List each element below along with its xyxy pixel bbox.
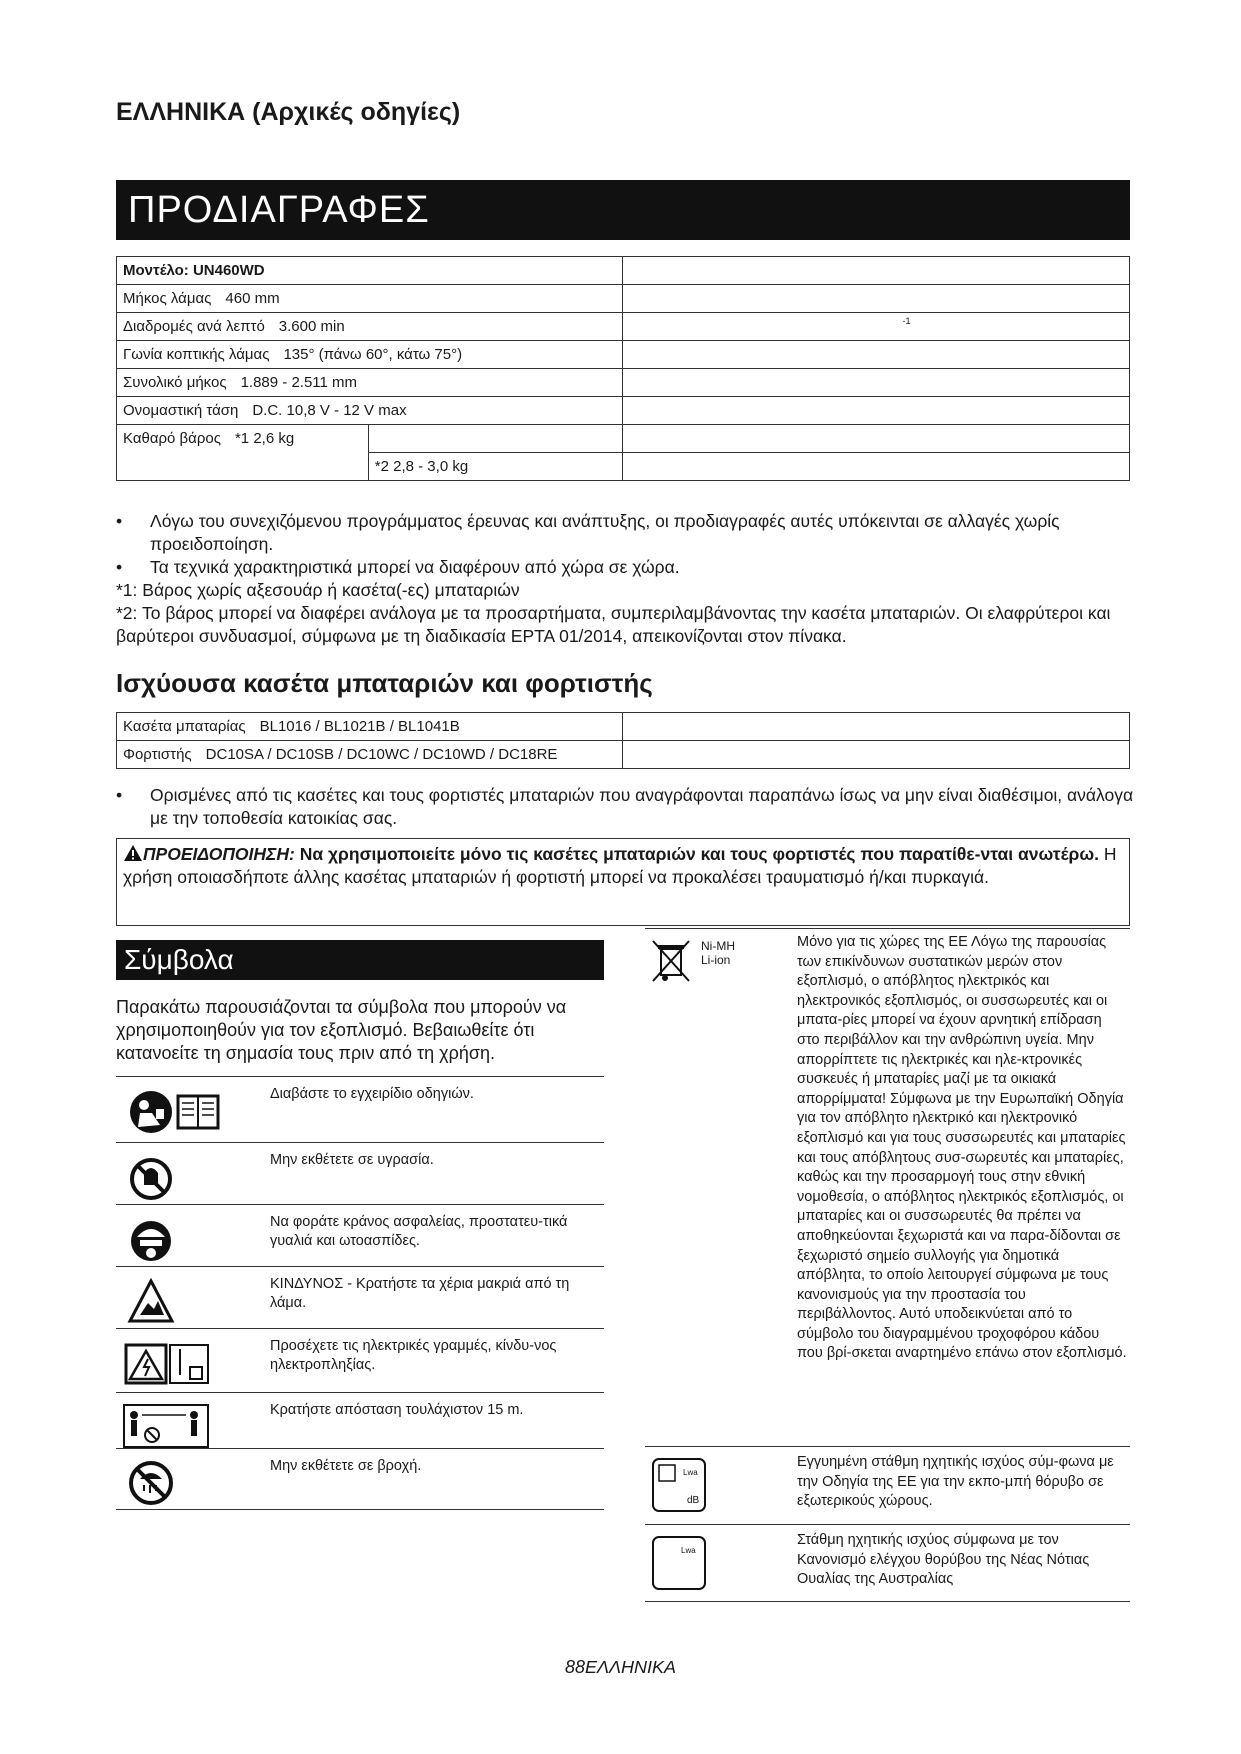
svg-text:Lwa: Lwa — [681, 1546, 696, 1555]
battery-table — [116, 712, 1130, 769]
footnote-1: *1: Βάρος χωρίς αξεσουάρ ή κασέτα(-ες) μπαταριών — [116, 580, 520, 600]
symbol-row: Κρατήστε απόσταση τουλάχιστον 15 m. — [116, 1392, 604, 1448]
symbol-row: Μην εκθέτετε σε υγρασία. — [116, 1142, 604, 1204]
noise-nsw-symbol-row: Lwa Στάθμη ηχητικής ισχύος σύμφωνα με τον Κανονισμό ελέγχου θορύβου της Νέας Νότιας Ουαλίας της Αυστραλίας — [645, 1524, 1130, 1602]
spec-row: Ονομαστική τάση D.C. 10,8 V - 12 V max — [117, 397, 1130, 425]
weight-row: Καθαρό βάρος *1 2,6 kg — [117, 425, 1130, 453]
charger-row: Φορτιστής DC10SA / DC10SB / DC10WC / DC10WD / DC18RE — [117, 741, 1130, 769]
warning-label: ΠΡΟΕΙΔΟΠΟΙΗΣΗ: — [143, 844, 295, 864]
svg-text:Lwa: Lwa — [683, 1468, 698, 1477]
warning-box — [116, 838, 1130, 926]
no-rain-icon — [120, 1455, 230, 1509]
spec-row: Γωνία κοπτικής λάμας 135° (πάνω 60°, κάτω 75°) — [117, 341, 1130, 369]
battery-section-title: Ισχύουσα κασέτα μπαταριών και φορτιστής — [116, 668, 653, 698]
power-line-icon — [120, 1335, 230, 1389]
footnote-2: *2: Το βάρος μπορεί να διαφέρει ανάλογα με τα προσαρτήματα, συμπεριλαμβάνοντας την κασέτα μπαταριών. Οι ελαφρύτεροι και βαρύτεροι συνδυασμοί, σύμφωνα με τη διαδικασία EPTA 01/2014, απεικονίζονται στον πίνακα. — [116, 603, 1111, 646]
svg-text:dB: dB — [687, 1495, 700, 1506]
symbol-row: ΚΙΝΔΥΝΟΣ - Κρατήστε τα χέρια μακριά από τη λάμα. — [116, 1266, 604, 1328]
specifications-notes — [116, 510, 1136, 648]
symbol-row: Προσέχετε τις ηλεκτρικές γραμμές, κίνδυ-νος ηλεκτροπληξίας. — [116, 1328, 604, 1392]
keep-distance-icon — [120, 1399, 230, 1453]
warning-triangle-icon — [123, 844, 143, 862]
symbols-intro: Παρακάτω παρουσιάζονται τα σύμβολα που μπορούν να χρησιμοποιηθούν για τον εξοπλισμό. Βεβαιωθείτε ότι κατανοείτε τη σημασία τους πριν από τη χρήση. — [116, 997, 567, 1063]
noise-level-nsw-icon — [649, 1533, 709, 1593]
hand-danger-icon — [120, 1273, 230, 1327]
spec-row: Μήκος λάμας 460 mm — [117, 285, 1130, 313]
symbol-row: Να φοράτε κράνος ασφαλείας, προστατευ-τικά γυαλιά και ωτοασπίδες. — [116, 1204, 604, 1266]
specifications-table — [116, 256, 1130, 481]
footer-language: ΕΛΛΗΝΙΚΑ — [585, 1657, 677, 1677]
superscript-exponent: -1 — [902, 316, 911, 326]
page-number: 88 — [564, 1657, 585, 1677]
battery-note: • Ορισμένες από τις κασέτες και τους φορτιστές μπαταριών που αναγράφονται παραπάνω ίσως να μην είναι διαθέσιμοι, ανάλογα με την τοποθεσία κατοικίας σας. — [116, 785, 1134, 828]
warning-text: Η χρήση οποιασδήποτε άλλης κασέτας μπαταριών ή φορτιστή μπορεί να προκαλέσει τραυματισμό ή/και πυρκαγιά. — [123, 844, 1117, 887]
crossed-out-wheelie-bin-icon — [649, 937, 693, 985]
page-language-title: ΕΛΛΗΝΙΚΑ (Αρχικές οδηγίες) — [116, 98, 461, 126]
spec-row: Συνολικό μήκος 1.889 - 2.511 mm — [117, 369, 1130, 397]
symbols-banner: Σύμβολα — [116, 940, 604, 980]
bullet-note: • Λόγω του συνεχιζόμενου προγράμματος έρευνας και ανάπτυξης, οι προδιαγραφές αυτές υπόκεινται σε αλλαγές χωρίς προειδοποίηση. — [116, 511, 1060, 554]
weight-row-2: *2 2,8 - 3,0 kg — [117, 453, 1130, 481]
noise-eu-symbol-row: Lwa dB Εγγυημένη στάθμη ηχητικής ισχύος σύμ-φωνα με την Οδηγία της ΕΕ για την εκπο-μπή θόρυβο σε εξωτερικούς χώρους. — [645, 1446, 1130, 1524]
protective-gear-icon — [120, 1211, 230, 1265]
symbol-row: Διαβάστε το εγχειρίδιο οδηγιών. — [116, 1076, 604, 1142]
bullet-note: • Τα τεχνικά χαρακτηριστικά μπορεί να διαφέρουν από χώρα σε χώρα. — [116, 557, 680, 577]
warning-bold-text: Να χρησιμοποιείτε μόνο τις κασέτες μπαταριών και τους φορτιστές που παρατίθε-νται ανωτέρω. — [299, 844, 1099, 864]
weee-symbol-row: Ni-MH Li-ion Μόνο για τις χώρες της ΕΕ Λόγω της παρουσίας των επικίνδυνων συστατικών μερών στον εξοπλισμό, ο απόβλητος ηλεκτρικός και ηλεκτρονικός εξοπλισμός, οι συσσωρευτές και οι μπατα-ρίες μπορεί να έχουν αρνητική επίδραση στο περιβάλλον και την ανθρώπινη υγεία. Μην απορρίπτετε τις ηλεκτρικές και ηλε-κτρονικές συσκευές ή μπαταρίες μαζί με τα οικιακά απορρίμματα! Σύμφωνα με την Ευρωπαϊκή Οδηγία για τον απόβλητο ηλεκτρικό και ηλεκτρονικό εξοπλισμό και για τους συσσωρευτές και μπαταρίες και τους απόβλητους συσ-σωρευτές και μπαταρίες, καθώς και την προσαρμογή τους στην εθνική νομοθεσία, ο απόβλητος ηλεκτρικός εξοπλισμός, οι μπαταρίες και οι συσσωρευτές θα πρέπει να αποθηκεύονται ξεχωριστά και να παρα-δίδονται σε ξεχωριστό σημείο συλλογής για δημοτικά απόβλητα, το οποίο λειτουργεί σύμφωνα με τους κανονισμούς για την προστασία του περιβάλλοντος. Αυτό υποδεικνύεται από το σύμβολο του διαγραμμένου τροχοφόρου κάδου που βρί-σκεται αναρτημένο επάνω στον εξοπλισμό. — [645, 928, 1130, 1446]
spec-row: Διαδρομές ανά λεπτό 3.600 min -1 — [117, 313, 1130, 341]
battery-chemistry-labels: Ni-MH Li-ion — [701, 939, 735, 967]
no-moisture-icon — [120, 1149, 230, 1203]
specifications-banner: ΠΡΟΔΙΑΓΡΑΦΕΣ — [116, 180, 1130, 240]
read-manual-icon — [120, 1083, 230, 1137]
symbol-row: Μην εκθέτετε σε βροχή. — [116, 1448, 604, 1510]
battery-row: Κασέτα μπαταρίας BL1016 / BL1021B / BL1041B — [117, 713, 1130, 741]
model-cell: Μοντέλο: UN460WD — [117, 257, 623, 285]
guaranteed-noise-level-icon — [649, 1455, 709, 1515]
page-footer — [0, 1657, 1241, 1678]
